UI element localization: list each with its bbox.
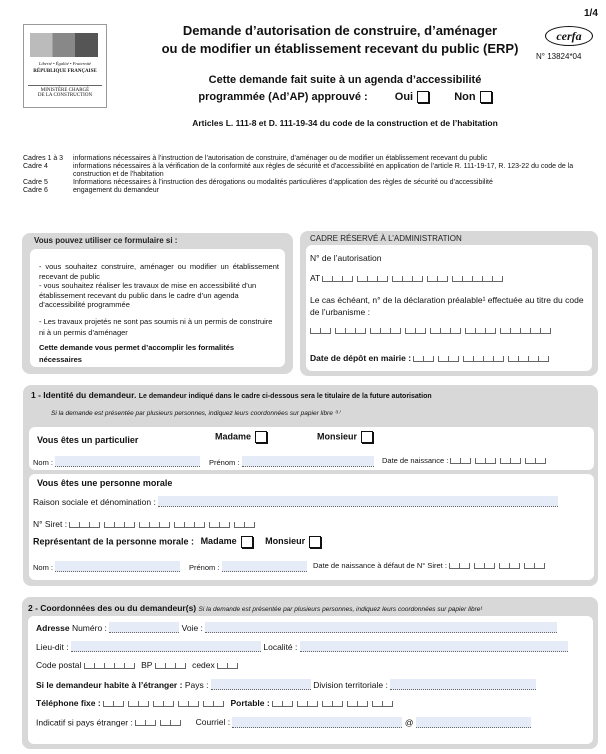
input-cell[interactable] (484, 563, 495, 569)
at-row (310, 273, 507, 284)
input-cell[interactable] (194, 522, 205, 528)
telephone-row (36, 698, 397, 709)
section1-title: 1 - Identité du demandeur. (31, 390, 137, 400)
input-cell[interactable] (155, 663, 165, 669)
input-cell[interactable] (347, 701, 357, 707)
cadre-text: informations nécessaires à l’instruction de l’autorisation de construire, d’aménager ou de modifier un établissement recevant du public (73, 155, 488, 162)
input-cell[interactable] (332, 701, 343, 707)
nom2-input[interactable] (55, 561, 180, 572)
cadre-row (23, 155, 593, 163)
input-cell[interactable] (103, 701, 113, 707)
input-cell[interactable] (405, 328, 415, 334)
nom2-label: Nom : (33, 563, 54, 572)
monsieur-option (317, 431, 373, 443)
input-cell[interactable] (159, 522, 170, 528)
input-cell[interactable] (104, 663, 114, 669)
autorisation-label: N° de l’autorisation (310, 253, 382, 263)
usage-item2: - vous souhaitez réaliser les travaux de mise en accessibilité d’un établissement recevant du public dans le cadre d’un agenda d’accessibilité programmée (39, 281, 257, 309)
cadre-row (23, 179, 593, 187)
input-cell[interactable] (463, 356, 473, 362)
input-cell[interactable] (448, 356, 459, 362)
input-cell[interactable] (372, 701, 382, 707)
input-cell[interactable] (219, 522, 230, 528)
logo-motto: Liberté • Égalité • Fraternité (38, 61, 92, 66)
cadre-text: informations nécessaires à la vérification de la conformité aux règles de sécurité et d’accessibilité en application de l’article R. 111-19-17, R. 123-22 du code de la construction et de l’habitation (73, 163, 574, 178)
input-cell[interactable] (138, 701, 149, 707)
madame2-checkbox[interactable] (241, 536, 253, 548)
input-cell[interactable] (149, 522, 159, 528)
input-cell[interactable] (184, 522, 194, 528)
input-cell[interactable] (380, 328, 390, 334)
logo-ministry (28, 85, 102, 98)
morale-label: Vous êtes une personne morale (37, 478, 173, 488)
morale-box (29, 474, 594, 580)
cedex-cells[interactable] (217, 661, 242, 671)
input-cell[interactable] (535, 458, 546, 464)
input-cell[interactable] (165, 663, 175, 669)
indicatif-cells[interactable] (135, 718, 185, 728)
prenom-label: Prénom : (209, 458, 240, 467)
input-cell[interactable] (135, 720, 145, 726)
code-postal-row (36, 660, 242, 671)
input-cell[interactable] (357, 701, 368, 707)
nom-label: Nom : (33, 458, 54, 467)
input-cell[interactable] (450, 458, 460, 464)
portable-cells[interactable] (272, 699, 397, 709)
input-cell[interactable] (402, 276, 412, 282)
telephone-cells[interactable] (103, 699, 228, 709)
input-cell[interactable] (510, 458, 521, 464)
date-depot-cells[interactable] (413, 354, 553, 364)
code-postal-cells[interactable] (84, 661, 139, 671)
page-number: 1/4 (584, 8, 598, 19)
input-cell[interactable] (310, 328, 320, 334)
input-cell[interactable] (452, 276, 462, 282)
numero-label: Numéro : (71, 623, 107, 633)
oui-checkbox[interactable] (417, 91, 429, 103)
code-postal-label: Code postal (36, 660, 82, 670)
date-naissance-row (382, 456, 550, 466)
non-checkbox[interactable] (480, 91, 492, 103)
input-cell[interactable] (382, 701, 393, 707)
etranger-label: Si le demandeur habite à l’étranger : (36, 680, 183, 690)
date-depot-row (310, 353, 553, 364)
cadre-key: Cadre 5 (23, 179, 48, 186)
madame-checkbox[interactable] (255, 431, 267, 443)
input-cell[interactable] (217, 663, 227, 669)
prealable-label: Le cas échéant, n° de la déclaration préalable¹ effectuée au titre du code de l’urbanisme : (310, 295, 584, 317)
input-cell[interactable] (500, 458, 510, 464)
prenom2-input[interactable] (222, 561, 307, 572)
input-cell[interactable] (493, 356, 504, 362)
telephone-label: Téléphone fixe : (36, 698, 101, 708)
cedex-label: cedex (192, 660, 215, 670)
bp-cells[interactable] (155, 661, 190, 671)
articles-reference: Articles L. 111-8 et D. 111-19-34 du code de la construction et de l’habitation (192, 118, 498, 128)
input-cell[interactable] (430, 328, 440, 334)
numero-input[interactable] (109, 622, 179, 633)
input-cell[interactable] (244, 522, 255, 528)
input-cell[interactable] (322, 701, 332, 707)
section1-title-row (31, 390, 432, 400)
input-cell[interactable] (499, 563, 509, 569)
input-cell[interactable] (462, 276, 472, 282)
date-naissance-cells[interactable] (450, 457, 550, 466)
lieu-dit-label: Lieu-dit : (36, 642, 69, 652)
input-cell[interactable] (227, 663, 238, 669)
input-cell[interactable] (272, 701, 282, 707)
cadre-key: Cadre 6 (23, 187, 48, 194)
lieu-dit-input[interactable] (71, 641, 261, 652)
page-title (160, 22, 520, 58)
input-cell[interactable] (345, 328, 355, 334)
cadre-key: Cadres 1 à 3 (23, 155, 64, 162)
oui-label: Oui (394, 91, 414, 103)
representant-row (33, 536, 321, 548)
input-cell[interactable] (475, 328, 485, 334)
input-cell[interactable] (113, 701, 124, 707)
input-cell[interactable] (392, 276, 402, 282)
monsieur2-label: Monsieur (265, 536, 306, 547)
siret-label: N° Siret : (33, 519, 68, 529)
input-cell[interactable] (357, 276, 367, 282)
admin-panel (300, 231, 598, 376)
input-cell[interactable] (440, 328, 450, 334)
logo-republic: RÉPUBLIQUE FRANÇAISE (33, 69, 97, 74)
madame2-label: Madame (200, 536, 237, 547)
at-sign: @ (404, 717, 414, 728)
title-line1: Demande d’autorisation de construire, d’aménager (182, 23, 498, 38)
input-cell[interactable] (79, 522, 89, 528)
input-cell[interactable] (114, 663, 124, 669)
input-cell[interactable] (540, 328, 551, 334)
prealable-cells[interactable] (310, 325, 555, 336)
input-cell[interactable] (163, 701, 174, 707)
agenda-line2: programmée (Ad’AP) approuvé : (198, 91, 368, 103)
cadre-row (23, 163, 593, 179)
section2-title-note: Si la demande est présentée par plusieurs personnes, indiquez leurs coordonnées sur papier libre¹ (198, 606, 483, 613)
input-cell[interactable] (485, 328, 496, 334)
input-cell[interactable] (332, 276, 342, 282)
input-cell[interactable] (160, 720, 170, 726)
usage-note: Cette demande vous permet d’accomplir les formalités nécessaires (39, 343, 235, 364)
prenom2-label: Prénom : (189, 563, 220, 572)
input-cell[interactable] (525, 458, 535, 464)
input-cell[interactable] (492, 276, 503, 282)
input-cell[interactable] (473, 356, 483, 362)
at-label: AT (310, 273, 321, 283)
input-cell[interactable] (139, 522, 149, 528)
madame-option (215, 431, 267, 443)
particulier-label: Vous êtes un particulier (37, 435, 139, 445)
usage-panel (22, 233, 293, 374)
monsieur-label: Monsieur (317, 431, 358, 442)
input-cell[interactable] (413, 356, 423, 362)
republic-logo (23, 24, 107, 108)
raison-sociale-input[interactable] (158, 496, 558, 507)
adresse-label: Adresse (36, 623, 70, 633)
input-cell[interactable] (69, 522, 79, 528)
section1-panel (23, 385, 598, 586)
division-input[interactable] (390, 679, 536, 690)
input-cell[interactable] (485, 458, 496, 464)
input-cell[interactable] (124, 522, 135, 528)
input-cell[interactable] (474, 563, 484, 569)
input-cell[interactable] (342, 276, 353, 282)
input-cell[interactable] (84, 663, 94, 669)
input-cell[interactable] (145, 720, 156, 726)
input-cell[interactable] (367, 276, 377, 282)
lieu-dit-row (36, 641, 568, 652)
input-cell[interactable] (104, 522, 114, 528)
input-cell[interactable] (188, 701, 199, 707)
admin-header: CADRE RÉSERVÉ À L’ADMINISTRATION (310, 234, 462, 243)
input-cell[interactable] (128, 701, 138, 707)
nom2-row (33, 561, 180, 572)
courriel-label: Courriel : (195, 717, 231, 728)
input-cell[interactable] (449, 563, 459, 569)
section2-title-row (28, 603, 483, 613)
prenom2-row (189, 561, 307, 572)
agenda-question (190, 72, 500, 106)
input-cell[interactable] (89, 522, 100, 528)
indicatif-label: Indicatif si pays étranger : (36, 717, 133, 728)
title-line2: ou de modifier un établissement recevant du public (ERP) (161, 41, 519, 56)
monsieur-checkbox[interactable] (361, 431, 373, 443)
input-cell[interactable] (114, 522, 124, 528)
input-cell[interactable] (483, 356, 493, 362)
input-cell[interactable] (460, 458, 471, 464)
usage-box (30, 249, 285, 367)
input-cell[interactable] (153, 701, 163, 707)
courriel-input[interactable] (232, 717, 402, 728)
portable-label: Portable : (230, 698, 270, 708)
section1-multi-note: Si la demande est présentée par plusieurs personnes, indiquez leurs coordonnées sur papier libre ⁽¹⁾ (51, 410, 340, 417)
section2-title: 2 - Coordonnées des ou du demandeur(s) (28, 603, 197, 613)
input-cell[interactable] (472, 276, 482, 282)
indicatif-row (36, 717, 531, 728)
input-cell[interactable] (415, 328, 426, 334)
input-cell[interactable] (524, 563, 534, 569)
cadre-key: Cadre 4 (23, 163, 48, 170)
localite-input[interactable] (300, 641, 568, 652)
input-cell[interactable] (534, 563, 545, 569)
input-cell[interactable] (528, 356, 538, 362)
cadres-legend (23, 155, 593, 195)
nom-row (33, 456, 200, 467)
raison-sociale-row (33, 496, 558, 507)
input-cell[interactable] (427, 276, 437, 282)
date-naissance2-cells[interactable] (449, 562, 549, 571)
cadre-text: Informations nécessaires à l’instruction des dérogations ou modalités particulières d’application des règles de sécurité ou d’accessibilité (73, 179, 493, 186)
input-cell[interactable] (234, 522, 244, 528)
cadre-row (23, 187, 593, 195)
madame-label: Madame (215, 431, 252, 442)
courriel-domain-input[interactable] (416, 717, 531, 728)
input-cell[interactable] (203, 701, 213, 707)
input-cell[interactable] (520, 328, 530, 334)
input-cell[interactable] (209, 522, 219, 528)
input-cell[interactable] (538, 356, 549, 362)
pays-input[interactable] (211, 679, 311, 690)
section2-box (28, 616, 593, 744)
input-cell[interactable] (307, 701, 318, 707)
input-cell[interactable] (174, 522, 184, 528)
logo-ministry-line1: MINISTÈRE CHARGÉ (40, 88, 90, 93)
at-cells[interactable] (322, 274, 507, 284)
representant-label: Représentant de la personne morale : (33, 536, 195, 547)
input-cell[interactable] (282, 701, 293, 707)
etranger-row (36, 679, 536, 690)
input-cell[interactable] (459, 563, 470, 569)
usage-header: Vous pouvez utiliser ce formulaire si : (34, 236, 178, 245)
voie-input[interactable] (205, 622, 557, 633)
particulier-box (29, 427, 594, 470)
input-cell[interactable] (124, 663, 135, 669)
logo-ministry-line2: DE LA CONSTRUCTION (37, 93, 93, 98)
input-cell[interactable] (423, 356, 434, 362)
input-cell[interactable] (213, 701, 224, 707)
date-naissance-label: Date de naissance : (382, 456, 449, 465)
raison-sociale-label: Raison sociale et dénomination : (33, 497, 156, 507)
input-cell[interactable] (530, 328, 540, 334)
siret-cells[interactable] (69, 520, 259, 530)
input-cell[interactable] (355, 328, 366, 334)
section1-title-note: Le demandeur indiqué dans le cadre ci-dessous sera le titulaire de la future autorisation (138, 393, 432, 400)
date-depot-label: Date de dépôt en mairie : (310, 353, 412, 363)
input-cell[interactable] (178, 701, 188, 707)
input-cell[interactable] (412, 276, 423, 282)
input-cell[interactable] (94, 663, 104, 669)
input-cell[interactable] (175, 663, 186, 669)
input-cell[interactable] (500, 328, 510, 334)
bp-label: BP (141, 660, 153, 670)
usage-item1: - vous souhaitez construire, aménager ou modifier un établissement recevant de public (39, 262, 279, 281)
input-cell[interactable] (465, 328, 475, 334)
pays-label: Pays : (184, 680, 209, 690)
non-label: Non (454, 91, 476, 103)
prenom-row (209, 456, 374, 467)
input-cell[interactable] (437, 276, 448, 282)
input-cell[interactable] (320, 328, 331, 334)
cerfa-number: N° 13824*04 (536, 52, 582, 61)
input-cell[interactable] (475, 458, 485, 464)
input-cell[interactable] (377, 276, 388, 282)
section2-panel (22, 597, 598, 749)
agenda-line1: Cette demande fait suite à un agenda d’accessibilité (208, 74, 482, 86)
marianne-icon (30, 33, 98, 57)
input-cell[interactable] (510, 328, 520, 334)
input-cell[interactable] (450, 328, 461, 334)
usage-item3: - Les travaux projetés ne sont pas soumis ni à un permis de construire ni à un permis d’aménager (39, 317, 273, 337)
admin-box (306, 245, 592, 371)
input-cell[interactable] (322, 276, 332, 282)
input-cell[interactable] (509, 563, 520, 569)
date-naissance2-row (313, 561, 549, 571)
input-cell[interactable] (438, 356, 448, 362)
cerfa-logo: cerfa (545, 26, 593, 46)
input-cell[interactable] (370, 328, 380, 334)
input-cell[interactable] (335, 328, 345, 334)
monsieur2-checkbox[interactable] (309, 536, 321, 548)
input-cell[interactable] (482, 276, 492, 282)
input-cell[interactable] (518, 356, 528, 362)
nom-input[interactable] (55, 456, 200, 467)
adresse-row (36, 622, 557, 633)
localite-label: Localité : (263, 642, 298, 652)
input-cell[interactable] (390, 328, 401, 334)
division-label: Division territoriale : (313, 680, 388, 690)
cadre-text: engagement du demandeur (73, 187, 160, 194)
input-cell[interactable] (170, 720, 181, 726)
prenom-input[interactable] (242, 456, 374, 467)
siret-row (33, 519, 259, 530)
input-cell[interactable] (508, 356, 518, 362)
voie-label: Voie : (181, 623, 203, 633)
input-cell[interactable] (297, 701, 307, 707)
date-naissance2-label: Date de naissance à défaut de N° Siret : (313, 561, 447, 570)
